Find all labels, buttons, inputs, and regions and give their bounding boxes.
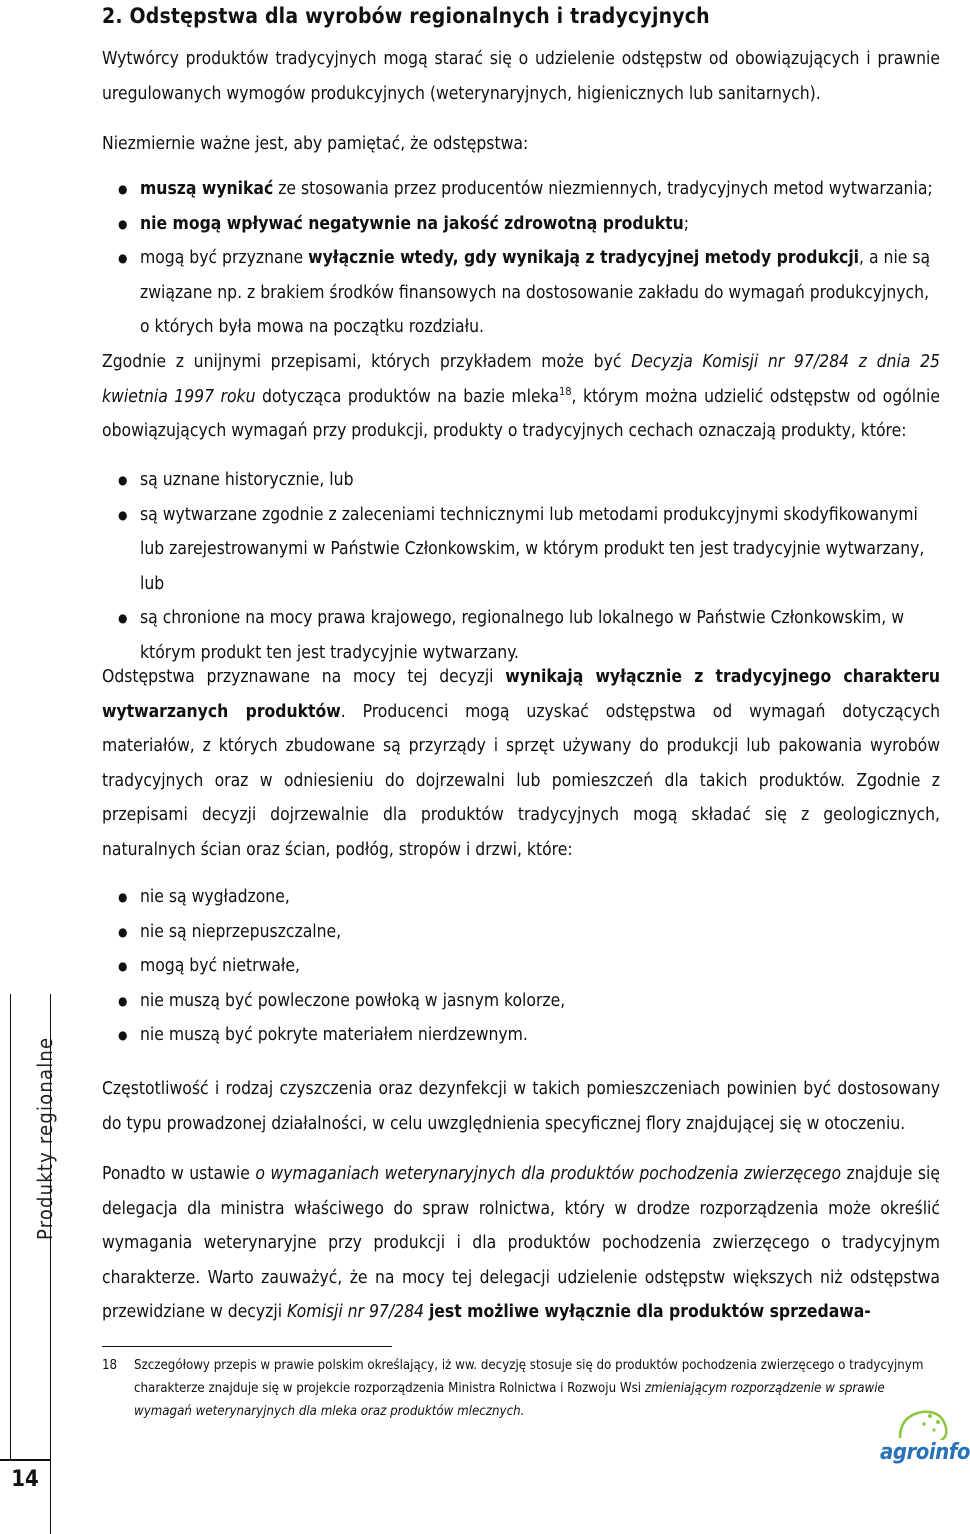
footnote-ref[interactable]: 18 [558,384,572,398]
paragraph-important: Niezmiernie ważne jest, aby pamiętać, że odstępstwa: [102,134,529,154]
list-wall-properties [122,880,940,1053]
list-item: ● nie mogą wpływać negatywnie na jakość zdrowotną produktu; [122,207,940,242]
sidebar-label: Produkty regionalne [33,1036,57,1240]
list-item: ● są chronione na mocy prawa krajowego, regionalnego lub lokalnego w Państwie Członkowskim, w którym produkt ten jest tradycyjnie wytwarzany. [122,601,940,670]
list-item: ● muszą wynikać ze stosowania przez producentów niezmiennych, tradycyjnych metod wytwarzania; [122,172,940,207]
list-item: ● są uznane historycznie, lub [122,463,940,498]
list-item: ● są wytwarzane zgodnie z zaleceniami technicznymi lub metodami produkcyjnymi skodyfikowanymi lub zarejestrowanymi w Państwie Członkowskim, w którym produkt ten jest tradycyjnie wytwarzany, lub [122,498,940,602]
list-exemptions-conditions [122,172,940,345]
list-item: ● nie są nieprzepuszczalne, [122,915,940,950]
list-item: ● mogą być nietrwałe, [122,949,940,984]
paragraph-decision-exemptions: Odstępstwa przyznawane na mocy tej decyzji wynikają wyłącznie z tradycyjnego charakteru wytwarzanych produktów. Producenci mogą uzyskać odstępstwa od wymagań dotyczących materiałów, z których zbudowane są przyrządy i sprzęt używany do produkcji lub pakowania wyrobów tradycyjnych oraz w odniesieniu do dojrzewalni lub pomieszczeń dla takich produktów. Zgodnie z przepisami decyzji dojrzewalnie dla produktów tradycyjnych mogą składać się z geologicznych, naturalnych ścian oraz ścian, podłóg, stropów i drzwi, które: [102,667,940,860]
footnote-text: Szczegółowy przepis w prawie polskim określający, iż ww. decyzję stosuje się do produktów pochodzenia zwierzęcego o tradycyjnym charakterze znajduje się w projekcie rozporządzenia Ministra Rolnictwa i Rozwoju Wsi zmieniającym rozporządzenie w sprawie wymagań weterynaryjnych dla mleka oraz produktów mlecznych. [134,1358,924,1419]
paragraph-act-delegation: Ponadto w ustawie o wymaganiach weterynaryjnych dla produktów pochodzenia zwierzęcego znajduje się delegacja dla ministra właściwego do spraw rolnictwa, który w drodze rozporządzenia może określić wymagania weterynaryjne przy produkcji i dla produktów pochodzenia zwierzęcego o tradycyjnym charakterze. Warto zauważyć, że na mocy tej delegacji udzielenie odstępstw większych niż odstępstwa przewidziane w decyzji Komisji nr 97/284 jest możliwe wyłącznie dla produktów sprzedawa- [102,1164,940,1322]
list-traditional-features [122,463,940,670]
footnote [102,1354,940,1423]
list-item: ● mogą być przyznane wyłącznie wtedy, gdy wynikają z tradycyjnej metody produkcji, a nie są związane np. z brakiem środków finansowych na dostosowanie zakładu do wymagań produkcyjnych, o których była mowa na początku rozdziału. [122,241,940,345]
footnote-divider [102,1346,392,1347]
paragraph-cleaning: Częstotliwość i rodzaj czyszczenia oraz dezynfekcji w takich pomieszczeniach powinien być dostosowany do typu prowadzonej działalności, w celu uwzględnienia specyficznej flory znajdującej się w otoczeniu. [102,1079,940,1134]
section-heading: 2. Odstępstwa dla wyrobów regionalnych i tradycyjnych [102,4,710,28]
paragraph-eu-rules: Zgodnie z unijnymi przepisami, których przykładem może być Decyzja Komisji nr 97/284 z dnia 25 kwietnia 1997 roku dotycząca produktów na bazie mleka$^{18}$, którym można udzielić odstępstw od ogólnie obowiązujących wymagań przy produkcji, produkty o tradycyjnych cechach oznaczają produkty, które: [102,352,940,441]
sidebar-border-left [10,994,11,1459]
list-item: ● nie są wygładzone, [122,880,940,915]
page-number: 14 [11,1467,39,1492]
footnote-number: 18 [102,1358,118,1373]
agroinfo-logo-text: agroinfo [880,1440,970,1465]
list-item: ● nie muszą być pokryte materiałem nierdzewnym. [122,1018,940,1053]
list-item: ● nie muszą być powleczone powłoką w jasnym kolorze, [122,984,940,1019]
paragraph-intro: Wytwórcy produktów tradycyjnych mogą starać się o udzielenie odstępstw od obowiązujących i prawnie uregulowanych wymogów produkcyjnych (weterynaryjnych, higienicznych lub sanitarnych). [102,49,940,104]
